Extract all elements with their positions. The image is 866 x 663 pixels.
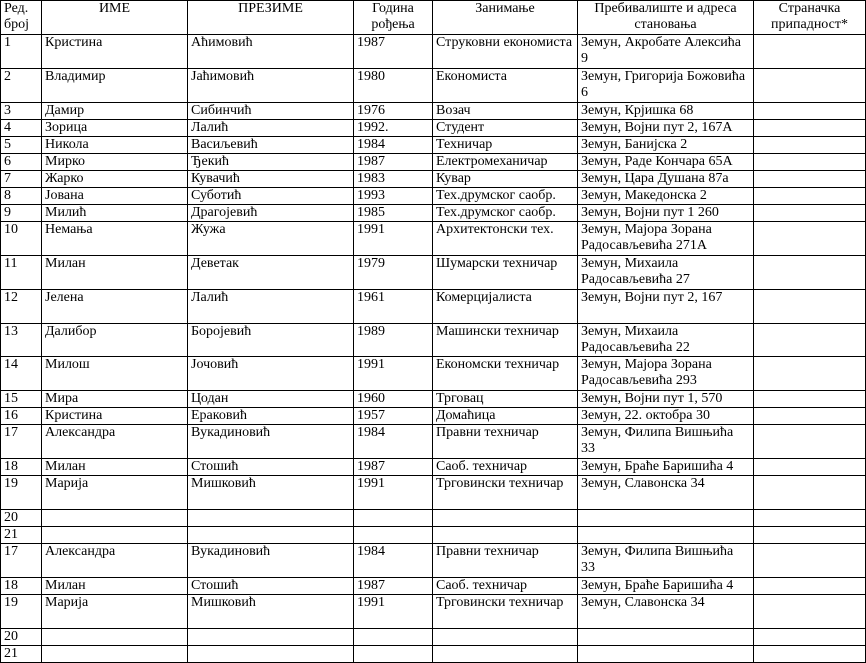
cell-number: 20: [1, 510, 42, 527]
cell-last-name: Стошић: [188, 578, 354, 595]
cell-first-name: Мирко: [42, 154, 188, 171]
cell-party: [754, 459, 866, 476]
cell-birth-year: 1987: [354, 459, 433, 476]
cell-address: Земун, Банијска 2: [578, 137, 754, 154]
cell-last-name: Сибинчић: [188, 103, 354, 120]
table-row: [1, 527, 866, 544]
cell-occupation: Сaоб. техничар: [433, 459, 578, 476]
cell-party: [754, 391, 866, 408]
cell-first-name: Далибор: [42, 324, 188, 357]
cell-party: [754, 171, 866, 188]
cell-last-name: Мишковић: [188, 476, 354, 510]
cell-number: 3: [1, 103, 42, 120]
cell-party: [754, 646, 866, 663]
cell-address: Земун, Мајора Зорана Радосављевића 293: [578, 357, 754, 391]
cell-party: [754, 222, 866, 256]
cell-birth-year: 1987: [354, 578, 433, 595]
cell-occupation: Тех.друмског саобр.: [433, 188, 578, 205]
cell-birth-year: 1992.: [354, 120, 433, 137]
cell-last-name: Аћимовић: [188, 35, 354, 69]
cell-occupation: Правни техничар: [433, 544, 578, 578]
cell-first-name: Марија: [42, 595, 188, 629]
cell-number: 8: [1, 188, 42, 205]
cell-last-name: Лалић: [188, 120, 354, 137]
table-row: [1, 544, 866, 578]
cell-birth-year: 1961: [354, 290, 433, 324]
cell-number: 19: [1, 595, 42, 629]
cell-occupation: Струковни економиста: [433, 35, 578, 69]
cell-address: Земун, Македонска 2: [578, 188, 754, 205]
cell-party: [754, 544, 866, 578]
table-row: [1, 154, 866, 171]
cell-birth-year: 1983: [354, 171, 433, 188]
cell-birth-year: 1984: [354, 137, 433, 154]
cell-occupation: Машински техничар: [433, 324, 578, 357]
cell-occupation: Студент: [433, 120, 578, 137]
cell-first-name: Александра: [42, 425, 188, 459]
table-row: [1, 595, 866, 629]
cell-address: Земун, Војни пут 1, 570: [578, 391, 754, 408]
table-row: [1, 137, 866, 154]
cell-party: [754, 137, 866, 154]
cell-number: 14: [1, 357, 42, 391]
cell-number: 16: [1, 408, 42, 425]
header-row: [1, 1, 866, 35]
cell-last-name: [188, 510, 354, 527]
cell-first-name: Никола: [42, 137, 188, 154]
cell-last-name: Васиљевић: [188, 137, 354, 154]
cell-party: [754, 357, 866, 391]
cell-first-name: Јелена: [42, 290, 188, 324]
cell-occupation: Трговац: [433, 391, 578, 408]
table-row: [1, 188, 866, 205]
cell-birth-year: 1991: [354, 476, 433, 510]
table-row: [1, 459, 866, 476]
cell-first-name: Зорица: [42, 120, 188, 137]
cell-last-name: Јочовић: [188, 357, 354, 391]
cell-first-name: [42, 646, 188, 663]
cell-birth-year: 1985: [354, 205, 433, 222]
cell-birth-year: 1976: [354, 103, 433, 120]
cell-address: [578, 527, 754, 544]
cell-first-name: Милан: [42, 256, 188, 290]
cell-party: [754, 290, 866, 324]
cell-occupation: [433, 527, 578, 544]
cell-number: 18: [1, 578, 42, 595]
cell-birth-year: 1984: [354, 425, 433, 459]
cell-address: Земун, Акробате Алексића 9: [578, 35, 754, 69]
cell-birth-year: 1984: [354, 544, 433, 578]
cell-birth-year: 1991: [354, 222, 433, 256]
cell-address: Земун, Филипа Вишњића 33: [578, 544, 754, 578]
cell-birth-year: 1991: [354, 595, 433, 629]
table-row: [1, 256, 866, 290]
col-header-party: Страначка припадност*: [754, 1, 866, 35]
cell-birth-year: [354, 646, 433, 663]
cell-address: Земун, Славонска 34: [578, 476, 754, 510]
cell-address: Земун, Војни пут 1 260: [578, 205, 754, 222]
cell-party: [754, 324, 866, 357]
cell-occupation: Економиста: [433, 69, 578, 103]
cell-last-name: Мишковић: [188, 595, 354, 629]
cell-last-name: Ераковић: [188, 408, 354, 425]
cell-party: [754, 103, 866, 120]
cell-first-name: Милош: [42, 357, 188, 391]
cell-first-name: Милан: [42, 459, 188, 476]
cell-last-name: Ђекић: [188, 154, 354, 171]
table-row: [1, 578, 866, 595]
cell-first-name: Марија: [42, 476, 188, 510]
cell-address: Земун, Крјишка 68: [578, 103, 754, 120]
cell-occupation: Трговински техничар: [433, 476, 578, 510]
col-header-birth-year: Година рођења: [354, 1, 433, 35]
cell-party: [754, 205, 866, 222]
cell-address: Земун, Браће Баришића 4: [578, 578, 754, 595]
cell-address: Земун, Браће Баришића 4: [578, 459, 754, 476]
cell-occupation: [433, 629, 578, 646]
cell-birth-year: [354, 629, 433, 646]
cell-occupation: Шумарски техничар: [433, 256, 578, 290]
cell-occupation: Сaоб. техничар: [433, 578, 578, 595]
table-row: [1, 476, 866, 510]
col-header-last-name: ПРЕЗИМЕ: [188, 1, 354, 35]
table-row: [1, 69, 866, 103]
cell-last-name: Деветак: [188, 256, 354, 290]
cell-address: Земун, Мајора Зорана Радосављевића 271А: [578, 222, 754, 256]
cell-party: [754, 408, 866, 425]
cell-party: [754, 629, 866, 646]
cell-first-name: Милић: [42, 205, 188, 222]
cell-first-name: Милан: [42, 578, 188, 595]
table-row: [1, 324, 866, 357]
cell-occupation: Тех.друмског саобр.: [433, 205, 578, 222]
cell-number: 21: [1, 646, 42, 663]
cell-birth-year: 1980: [354, 69, 433, 103]
cell-first-name: Кристина: [42, 35, 188, 69]
cell-first-name: Немања: [42, 222, 188, 256]
cell-occupation: Домаћица: [433, 408, 578, 425]
cell-first-name: [42, 629, 188, 646]
table-row: [1, 629, 866, 646]
cell-party: [754, 256, 866, 290]
table-row: [1, 222, 866, 256]
cell-party: [754, 527, 866, 544]
cell-party: [754, 510, 866, 527]
cell-number: 21: [1, 527, 42, 544]
cell-birth-year: 1960: [354, 391, 433, 408]
cell-address: Земун, Михаила Радосављевића 22: [578, 324, 754, 357]
cell-occupation: Економски техничар: [433, 357, 578, 391]
cell-party: [754, 578, 866, 595]
cell-address: Земун, Војни пут 2, 167: [578, 290, 754, 324]
cell-address: [578, 629, 754, 646]
col-header-number: Ред. број: [1, 1, 42, 35]
cell-address: Земун, Григорија Божовића 6: [578, 69, 754, 103]
cell-number: 6: [1, 154, 42, 171]
cell-number: 7: [1, 171, 42, 188]
cell-party: [754, 595, 866, 629]
cell-address: Земун, Раде Кончара 65А: [578, 154, 754, 171]
cell-number: 20: [1, 629, 42, 646]
cell-birth-year: 1987: [354, 154, 433, 171]
cell-occupation: [433, 510, 578, 527]
cell-party: [754, 425, 866, 459]
cell-occupation: Правни техничар: [433, 425, 578, 459]
cell-occupation: Електромеханичар: [433, 154, 578, 171]
cell-address: Земун, 22. октобра 30: [578, 408, 754, 425]
cell-first-name: Владимир: [42, 69, 188, 103]
cell-address: Земун, Филипа Вишњића 33: [578, 425, 754, 459]
cell-last-name: [188, 646, 354, 663]
cell-number: 9: [1, 205, 42, 222]
cell-occupation: Архитектонски тех.: [433, 222, 578, 256]
cell-number: 12: [1, 290, 42, 324]
cell-party: [754, 154, 866, 171]
cell-number: 2: [1, 69, 42, 103]
cell-last-name: Цодан: [188, 391, 354, 408]
table-row: [1, 205, 866, 222]
cell-number: 1: [1, 35, 42, 69]
cell-number: 17: [1, 425, 42, 459]
cell-party: [754, 69, 866, 103]
cell-address: [578, 510, 754, 527]
cell-occupation: Техничар: [433, 137, 578, 154]
col-header-first-name: ИМЕ: [42, 1, 188, 35]
cell-first-name: Јована: [42, 188, 188, 205]
table-row: [1, 646, 866, 663]
cell-party: [754, 120, 866, 137]
cell-number: 17: [1, 544, 42, 578]
cell-first-name: Дамир: [42, 103, 188, 120]
cell-address: Земун, Војни пут 2, 167А: [578, 120, 754, 137]
table-row: [1, 35, 866, 69]
cell-birth-year: 1957: [354, 408, 433, 425]
cell-number: 4: [1, 120, 42, 137]
cell-address: Земун, Михаила Радосављевића 27: [578, 256, 754, 290]
cell-last-name: Кувачић: [188, 171, 354, 188]
cell-first-name: Мира: [42, 391, 188, 408]
cell-birth-year: 1991: [354, 357, 433, 391]
cell-last-name: Суботић: [188, 188, 354, 205]
cell-birth-year: 1989: [354, 324, 433, 357]
cell-first-name: Кристина: [42, 408, 188, 425]
cell-address: Земун, Цара Душана 87а: [578, 171, 754, 188]
cell-last-name: Стошић: [188, 459, 354, 476]
table-row: [1, 425, 866, 459]
col-header-address: Пребивалиште и адреса становања: [578, 1, 754, 35]
cell-first-name: Жарко: [42, 171, 188, 188]
cell-number: 10: [1, 222, 42, 256]
cell-number: 15: [1, 391, 42, 408]
cell-occupation: Комерцијалиста: [433, 290, 578, 324]
table-row: [1, 290, 866, 324]
cell-address: Земун, Славонска 34: [578, 595, 754, 629]
cell-birth-year: [354, 527, 433, 544]
cell-party: [754, 476, 866, 510]
table-row: [1, 171, 866, 188]
col-header-occupation: Занимање: [433, 1, 578, 35]
cell-last-name: [188, 629, 354, 646]
cell-number: 19: [1, 476, 42, 510]
table-row: [1, 120, 866, 137]
cell-last-name: Јаћимовић: [188, 69, 354, 103]
cell-first-name: Александра: [42, 544, 188, 578]
cell-birth-year: [354, 510, 433, 527]
cell-occupation: [433, 646, 578, 663]
table-row: [1, 391, 866, 408]
cell-last-name: Вукадиновић: [188, 425, 354, 459]
cell-occupation: Трговински техничар: [433, 595, 578, 629]
cell-birth-year: 1993: [354, 188, 433, 205]
cell-birth-year: 1987: [354, 35, 433, 69]
cell-occupation: Кувар: [433, 171, 578, 188]
cell-first-name: [42, 527, 188, 544]
cell-number: 5: [1, 137, 42, 154]
cell-last-name: Боројевић: [188, 324, 354, 357]
cell-party: [754, 188, 866, 205]
cell-last-name: Вукадиновић: [188, 544, 354, 578]
table-row: [1, 103, 866, 120]
cell-number: 11: [1, 256, 42, 290]
cell-last-name: Жужа: [188, 222, 354, 256]
cell-birth-year: 1979: [354, 256, 433, 290]
cell-last-name: [188, 527, 354, 544]
cell-address: [578, 646, 754, 663]
table-row: [1, 357, 866, 391]
cell-number: 18: [1, 459, 42, 476]
table-row: [1, 510, 866, 527]
cell-occupation: Возач: [433, 103, 578, 120]
cell-last-name: Лалић: [188, 290, 354, 324]
cell-first-name: [42, 510, 188, 527]
cell-party: [754, 35, 866, 69]
cell-number: 13: [1, 324, 42, 357]
table-row: [1, 408, 866, 425]
cell-last-name: Драгојевић: [188, 205, 354, 222]
